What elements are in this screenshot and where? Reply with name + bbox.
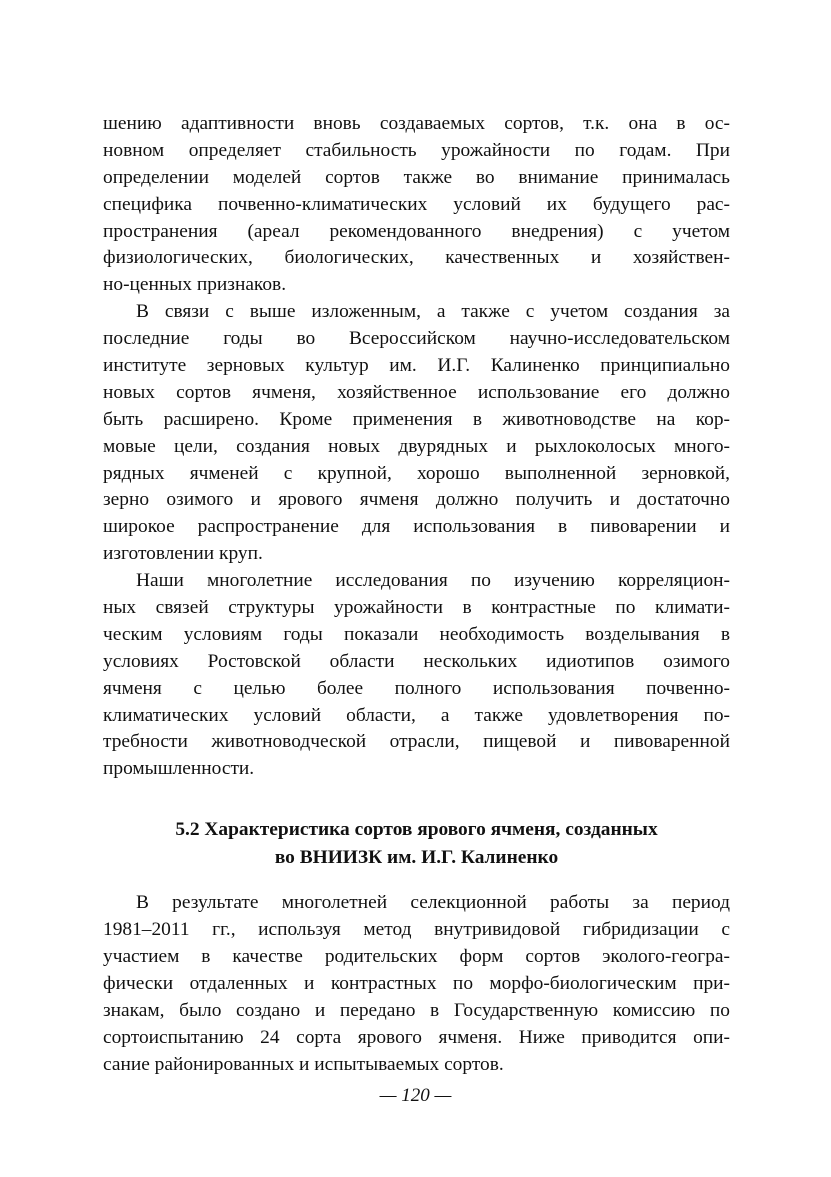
- text-line: шению адаптивности вновь создаваемых сортов, т.к. она в ос-: [103, 113, 730, 134]
- section-heading-line-2: во ВНИИЗК им. И.Г. Калиненко: [274, 847, 559, 869]
- text-line: требности животноводческой отрасли, пищевой и пивоваренной: [103, 731, 730, 753]
- text-line: климатических условий области, а также удовлетворения по-: [103, 704, 730, 726]
- page-number: — 120 —: [379, 1085, 452, 1106]
- text-line: рядных ячменей с крупной, хорошо выполненной зерновкой,: [103, 462, 730, 484]
- text-line: быть расширено. Кроме применения в животноводстве на кор-: [103, 408, 730, 430]
- text-line: ячменя с целью более полного использования почвенно-: [103, 677, 730, 699]
- text-line: 1981–2011 гг., используя метод внутривидовой гибридизации с: [103, 919, 730, 941]
- text-line: изготовлении круп.: [103, 543, 263, 565]
- text-line: Наши многолетние исследования по изучению корреляцион-: [136, 570, 730, 592]
- paragraph-4: [103, 890, 730, 1078]
- text-line: определении моделей сортов также во внимание принималась: [103, 166, 730, 188]
- page-body: [103, 111, 730, 1079]
- text-line: физиологических, биологических, качественных и хозяйствен-: [103, 247, 730, 269]
- text-line: пространения (ареал рекомендованного внедрения) с учетом: [103, 220, 730, 242]
- text-line: В результате многолетней селекционной работы за период: [136, 892, 730, 914]
- text-line: ческим условиям годы показали необходимость возделывания в: [103, 623, 730, 645]
- text-line: В связи с выше изложенным, а также с учетом создания за: [136, 301, 730, 323]
- text-line: специфика почвенно-климатических условий их будущего рас-: [103, 193, 730, 215]
- text-line: мовые цели, создания новых двурядных и рыхлоколосых много-: [103, 435, 730, 457]
- spacer: [103, 872, 730, 890]
- section-heading-line-1: 5.2 Характеристика сортов ярового ячменя, созданных: [175, 819, 658, 841]
- paragraph-3: [103, 568, 730, 783]
- text-line: участием в качестве родительских форм сортов эколого-геогра-: [103, 946, 730, 968]
- text-line: последние годы во Всероссийском научно-исследовательском: [103, 328, 730, 350]
- text-line: знакам, было создано и передано в Государственную комиссию по: [103, 999, 730, 1021]
- text-line: но-ценных признаков.: [103, 274, 287, 296]
- text-line: ных связей структуры урожайности в контрастные по климати-: [103, 597, 730, 619]
- paragraph-1: [103, 111, 730, 299]
- text-line: фически отдаленных и контрастных по морфо-биологическим при-: [103, 972, 730, 994]
- text-line: широкое распространение для использования в пивоварении и: [103, 516, 730, 538]
- section-heading: [103, 816, 730, 872]
- text-line: новном определяет стабильность урожайности по годам. При: [103, 139, 730, 161]
- text-line: сание районированных и испытываемых сортов.: [103, 1053, 504, 1075]
- text-line: зерно озимого и ярового ячменя должно получить и достаточно: [103, 489, 730, 511]
- text-line: условиях Ростовской области нескольких идиотипов озимого: [103, 650, 730, 672]
- text-line: институте зерновых культур им. И.Г. Калиненко принципиально: [103, 355, 730, 377]
- paragraph-2: [103, 299, 730, 568]
- text-line: промышленности.: [103, 758, 255, 780]
- text-line: новых сортов ячменя, хозяйственное использование его должно: [103, 381, 730, 403]
- text-line: сортоиспытанию 24 сорта ярового ячменя. Ниже приводится опи-: [103, 1026, 730, 1048]
